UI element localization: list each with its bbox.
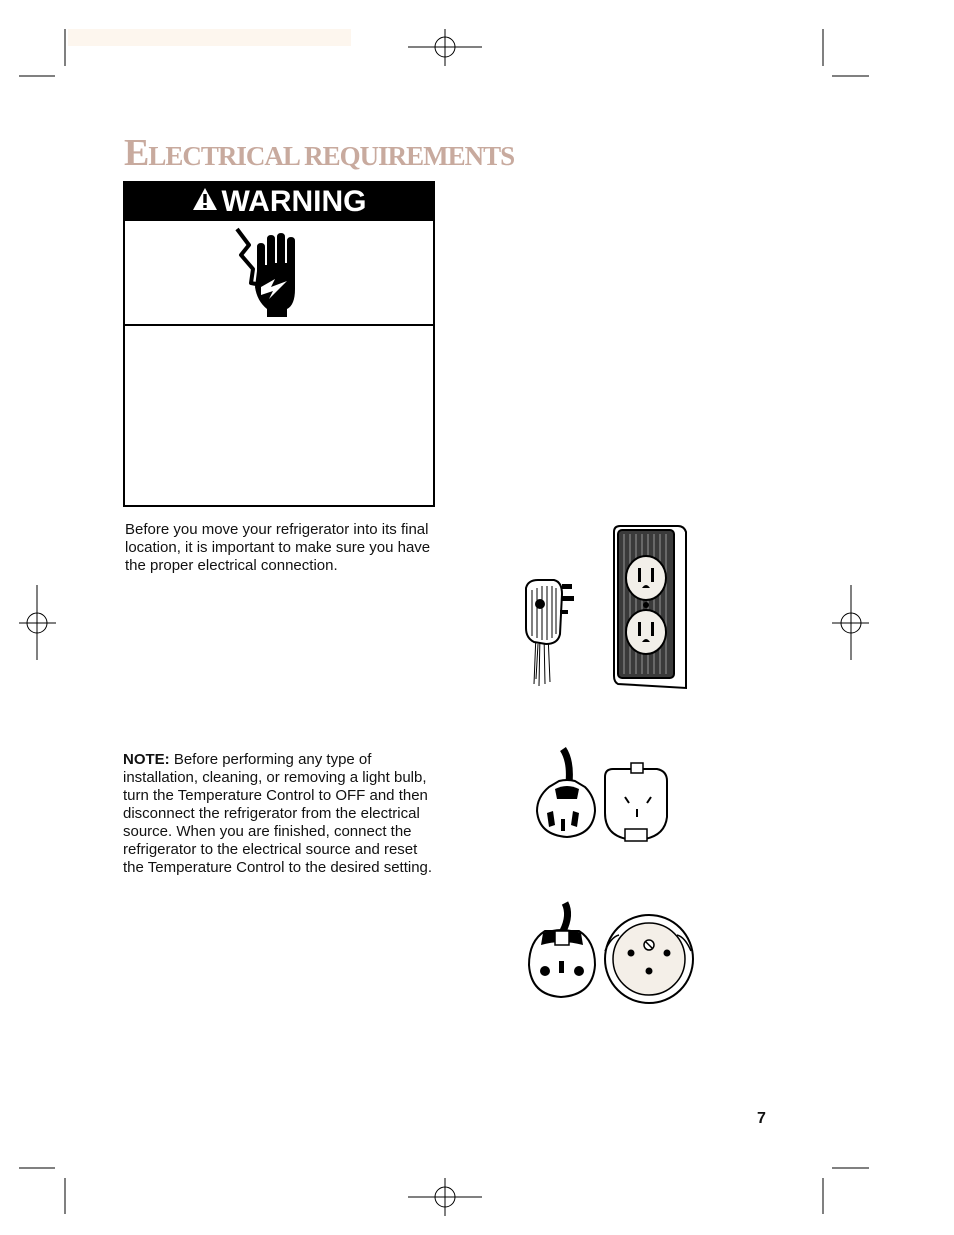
alert-triangle-icon [192, 185, 218, 219]
page-number: 7 [757, 1110, 766, 1127]
note-paragraph [123, 751, 439, 877]
intro-paragraph: Before you move your refrigerator into its final location, it is important to make sure you have the proper electrical connection. [125, 521, 431, 574]
three-prong-plug-and-duplex-outlet-icon [518, 524, 690, 692]
section-title-initial: E [124, 132, 149, 174]
round-pin-plug-and-round-socket-icon [523, 901, 695, 1007]
warning-box [123, 181, 435, 507]
warning-pictogram-area [125, 221, 433, 326]
section-title [124, 131, 514, 175]
note-label: NOTE: [123, 751, 170, 768]
section-title-rest: LECTRICAL REQUIREMENTS [148, 141, 515, 171]
warning-label: WARNING [221, 185, 367, 218]
electrical-shock-hand-icon [231, 227, 313, 321]
warning-header [125, 183, 433, 221]
note-text: Before performing any type of installation, cleaning, or removing a light bulb, turn the Temperature Control to OFF and then disconnect the refrigerator from the electrical source. When you are finished, connect the refrigerator to the electrical source and reset the Temperature Control to the desired setting. [123, 751, 433, 876]
angled-three-pin-plug-and-socket-icon [533, 747, 671, 845]
